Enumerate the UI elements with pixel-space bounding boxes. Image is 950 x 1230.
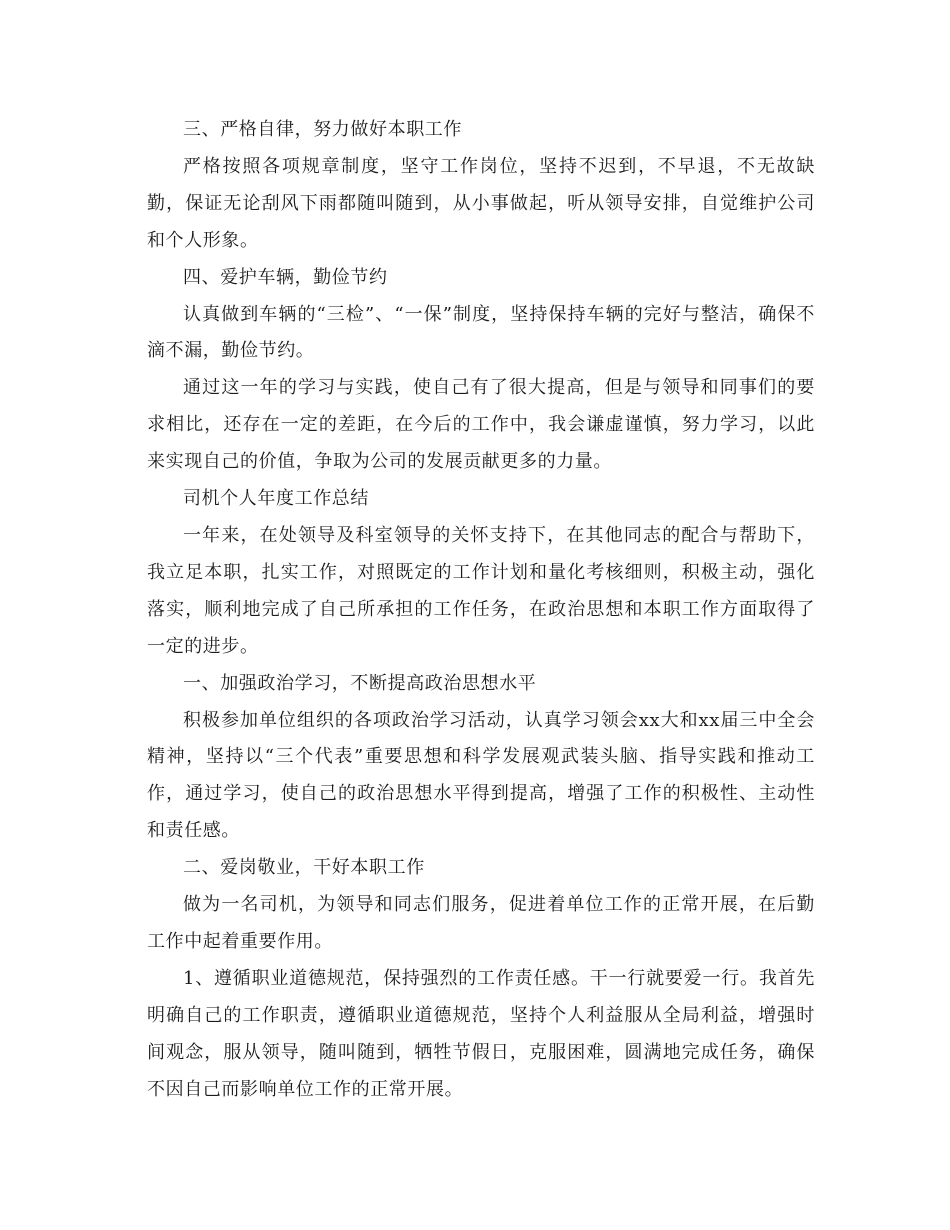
section-heading-1: 一、加强政治学习，不断提高政治思想水平 (183, 672, 537, 694)
paragraph: 积极参加单位组织的各项政治学习活动，认真学习领会xx大和xx届三中全会精神，坚持以“三个代表”重要思想和科学发展观武装头脑、指导实践和推动工作，通过学习，使自己的政治思想水平得到提高，增强了工作的积极性、主动性和责任感。 (147, 709, 815, 842)
paragraph: 严格按照各项规章制度，坚守工作岗位，坚持不迟到，不早退，不无故缺勤，保证无论刮风下雨都随叫随到，从小事做起，听从领导安排，自觉维护公司和个人形象。 (147, 155, 815, 251)
paragraph: 通过这一年的学习与实践，使自己有了很大提高，但是与领导和同事们的要求相比，还存在一定的差距，在今后的工作中，我会谦虚谨慎，努力学习，以此来实现自己的价值，争取为公司的发展贡献更多的力量。 (147, 377, 815, 473)
section-heading-2: 二、爱岗敬业，干好本职工作 (183, 857, 425, 879)
paragraph: 做为一名司机，为领导和同志们服务，促进着单位工作的正常开展，在后勤工作中起着重要作用。 (147, 894, 815, 952)
section-heading-3: 三、严格自律，努力做好本职工作 (183, 119, 462, 140)
paragraph: 认真做到车辆的“三检”、“一保”制度，坚持保持车辆的完好与整洁，确保不滴不漏，勤俭节约。 (147, 303, 815, 362)
paragraph: 1、遵循职业道德规范，保持强烈的工作责任感。干一行就要爱一行。我首先明确自己的工作职责，遵循职业道德规范，坚持个人利益服从全局利益，增强时间观念，服从领导，随叫随到，牺牲节假日，克服困难，圆满地完成任务，确保不因自己而影响单位工作的正常开展。 (147, 967, 815, 1100)
document-body (147, 112, 815, 1108)
section-heading-4: 四、爱护车辆，勤俭节约 (183, 266, 388, 288)
document-title: 司机个人年度工作总结 (183, 488, 369, 510)
paragraph: 一年来，在处领导及科室领导的关怀支持下，在其他同志的配合与帮助下，我立足本职，扎实工作，对照既定的工作计划和量化考核细则，积极主动，强化落实，顺利地完成了自己所承担的工作任务，在政治思想和本职工作方面取得了一定的进步。 (147, 524, 815, 657)
